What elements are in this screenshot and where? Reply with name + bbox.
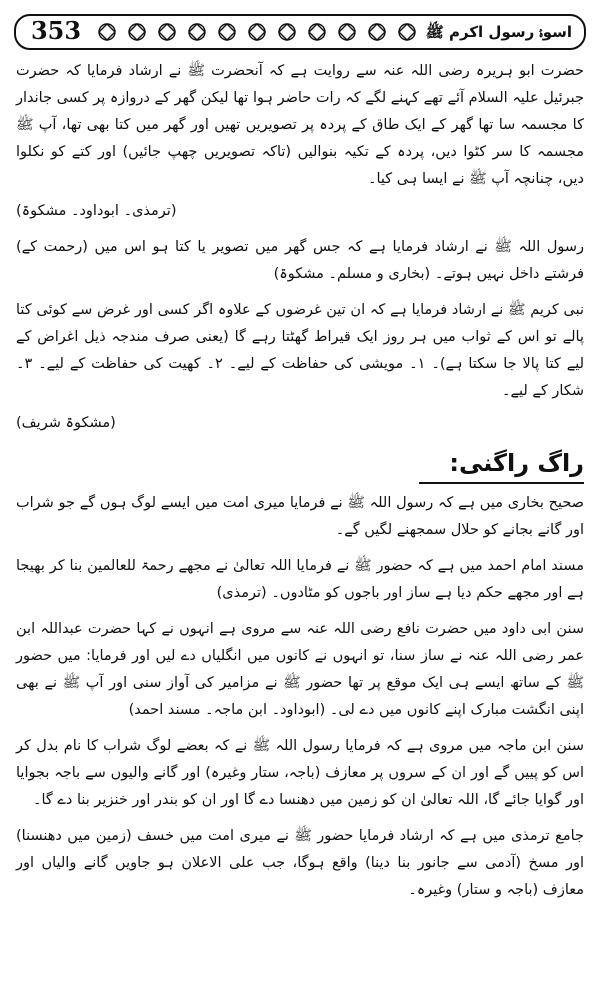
paragraph-sunan-ibn-majah: سنن ابن ماجہ میں مروی ہے کہ فرمایا رسول اللہ ﷺ نے کہ بعضے لوگ شراب کا نام بدل کر اس کو پییں گے اور ان کے سروں پر معازف (باجہ، ستار وغیرہ) اور گانے والیوں سے باجہ بجوایا اور گوایا جائے گا، اللہ تعالیٰ ان کو زمین میں دھنسا دے گا اور ان کو بندر اور خنزیر بنا دے گا۔ <box>16 738 584 808</box>
paragraph-hadith-jibreel: حضرت ابو ہریرہ رضی اللہ عنہ سے روایت ہے کہ آنحضرت ﷺ نے ارشاد فرمایا کہ حضرت جبرئیل علیہ السلام آئے تھے کہنے لگے کہ رات حاضر ہوا تھا لیکن گھر کے دروازہ پر کسی جاندار کا مجسمہ سا تھا گھر کے ایک طاق کے پردہ پر تصویریں تھیں اور گھر میں کتا بھی تھا، آپ ﷺ مجسمہ کا سر کٹوا دیں، پردہ کے تکیہ بنوالیں (تاکہ تصویریں چھپ جائیں) اور کتے کو نکلوا دیں، چنانچہ آپ ﷺ نے ایسا ہی کیا۔ <box>16 63 584 187</box>
paragraph-musnad-ahmad: مسند امام احمد میں ہے کہ حضور ﷺ نے فرمایا اللہ تعالیٰ نے مجھے رحمۃ للعالمین بنا کر بھیجا ہے اور مجھے حکم دیا ہے ساز اور باجوں کو مٹادوں۔ (ترمذی) <box>16 558 584 601</box>
reference-tirmidhi-abudawud: (ترمذی۔ ابوداود۔ مشکوۃ) <box>16 203 177 219</box>
paragraph-jami-tirmidhi: جامع ترمذی میں ہے کہ ارشاد فرمایا حضور ﷺ نے میری امت میں خسف (زمین میں دھنسنا) اور مسخ (آدمی سے جانور بنا دینا) واقع ہوگا، جب علی الاعلان ہو جاویں گانے والیاں اور معازف (باجہ و ستار) وغیرہ۔ <box>16 828 584 898</box>
paragraph-pictures-dogs: رسول اللہ ﷺ نے ارشاد فرمایا ہے کہ جس گھر میں تصویر یا کتا ہو اس میں (رحمت کے) فرشتے داخل نہیں ہوتے۔ (بخاری و مسلم۔ مشکوۃ) <box>16 239 584 282</box>
paragraph-sahih-bukhari: صحیح بخاری میں ہے کہ رسول اللہ ﷺ نے فرمایا میری امت میں ایسے لوگ ہوں گے جو شراب اور گانے بجانے کو حلال سمجھنے لگیں گے۔ <box>16 495 584 538</box>
paragraph-keeping-dogs: نبی کریم ﷺ نے ارشاد فرمایا ہے کہ ان تین غرضوں کے علاوہ اگر کسی اور غرض سے کوئی کتا پالے تو اس کے ثواب میں ہر روز ایک قیراط گھٹتا رہے گا (یعنی صرف مندجہ ذیل اغراض کے لیے کتا پالا جا سکتا ہے)۔ ۱۔ مویشی کی حفاظت کے لیے۔ ۲۔ کھیت کی حفاظت کے لیے۔ ۳۔ شکار کے لیے۔ <box>16 302 584 399</box>
book-title: اسوۂ رسول اکرم ﷺ <box>425 23 572 41</box>
paragraph-sunan-abu-dawud: سنن ابی داود میں حضرت نافع رضی اللہ عنہ سے مروی ہے انہوں نے کہا حضرت عبداللہ ابن عمر رضی اللہ عنہ نے ساز سنا، تو انہوں نے کانوں میں انگلیاں دے لیں اور فرمایا: میں حضور ﷺ کے ساتھ ایسے ہی ایک موقع پر تھا حضور ﷺ نے مزامیر کی آواز سنی اور آپ ﷺ نے بھی اپنی انگشت مبارک اپنے کانوں میں دے لی۔ (ابوداود۔ ابن ماجہ۔ مسند احمد) <box>16 621 584 718</box>
header-ornament <box>94 19 424 45</box>
section-heading: راگ راگنی: <box>419 446 584 484</box>
page-body <box>16 58 584 913</box>
section-heading-wrap <box>16 446 584 484</box>
page-number: 353 <box>30 16 82 45</box>
page-header <box>14 14 586 50</box>
reference-mishkat-sharif: (مشکوۃ شریف) <box>16 415 116 431</box>
